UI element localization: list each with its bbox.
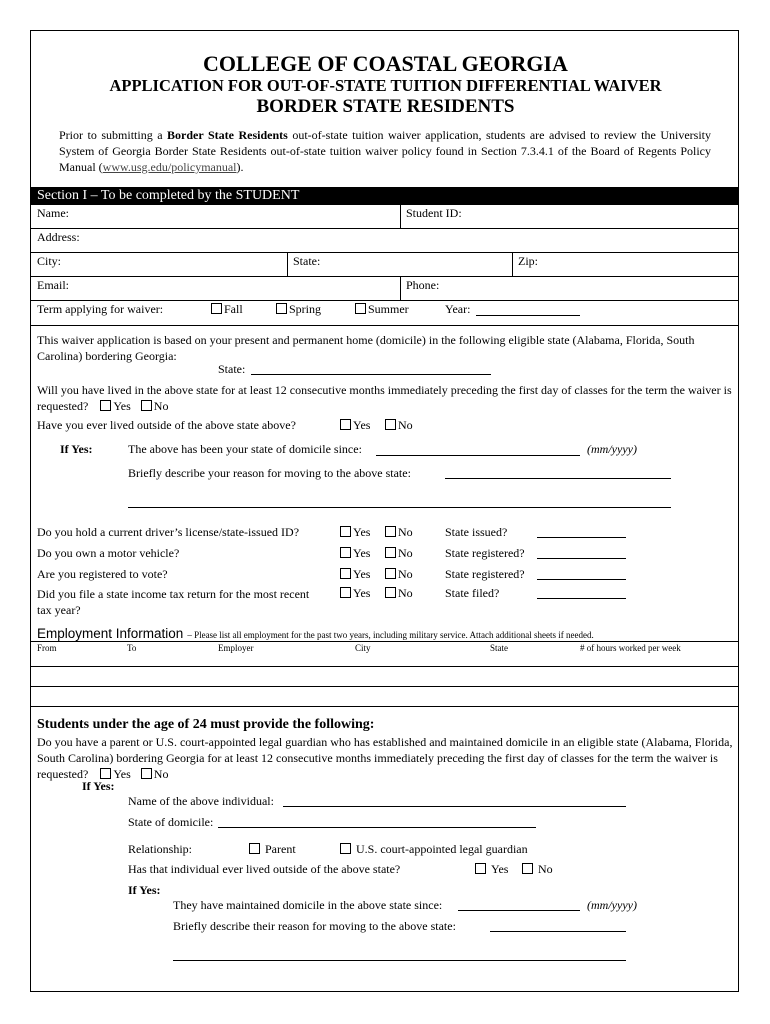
license-yes[interactable]: Yes: [340, 525, 370, 540]
state-label: State:: [293, 254, 321, 268]
maintained-since-field[interactable]: [458, 910, 580, 911]
employment-row[interactable]: [31, 686, 739, 687]
under24-title: Students under the age of 24 must provide the following:: [37, 717, 375, 732]
col-hours: # of hours worked per week: [580, 643, 681, 653]
subtitle: BORDER STATE RESIDENTS: [256, 96, 515, 117]
col-to: To: [127, 643, 137, 653]
zip-label: Zip:: [518, 254, 538, 268]
tax-no-checkbox[interactable]: [385, 587, 396, 598]
license-yes-checkbox[interactable]: [340, 526, 351, 537]
their-reason-field-2[interactable]: [173, 960, 626, 961]
summer-checkbox[interactable]: [355, 303, 366, 314]
under24-question: Do you have a parent or U.S. court-appointed legal guardian who has established and maintained domicile in an eligible state (Alabama, Florida, South Carolina) bordering Georgia for at least 12 consecutive months immediately preceding the first day of classes for the term the waiver is requested? Yes No: [37, 735, 733, 781]
license-state-field[interactable]: [537, 537, 626, 538]
fall-checkbox[interactable]: [211, 303, 222, 314]
individual-name-label: Name of the above individual:: [128, 794, 274, 808]
their-reason-label: Briefly describe their reason for moving to the above state:: [173, 919, 456, 933]
maintained-since-label: They have maintained domicile in the above state since:: [173, 898, 443, 912]
q-12-months: Will you have lived in the above state for at least 12 consecutive months immediately preceding the first day of classes for the term the waiver is requested? Yes No: [37, 383, 732, 413]
license-no-checkbox[interactable]: [385, 526, 396, 537]
outside-no-checkbox[interactable]: [385, 419, 396, 430]
application-title: APPLICATION FOR OUT-OF-STATE TUITION DIFFERENTIAL WAIVER: [109, 76, 662, 95]
domicile-state-label: State:: [218, 362, 246, 376]
under24-if-yes: If Yes:: [82, 779, 115, 793]
domicile-since-field[interactable]: [376, 455, 580, 456]
college-title: COLLEGE OF COASTAL GEORGIA: [203, 51, 568, 76]
summer-option[interactable]: Summer: [355, 302, 409, 317]
date-format-hint: (mm/yyyy): [587, 442, 637, 456]
guardian-option[interactable]: U.S. court-appointed legal guardian: [340, 842, 528, 857]
tax-no[interactable]: No: [385, 586, 413, 601]
domicile-since-label: The above has been your state of domicile since:: [128, 442, 362, 456]
individual-name-field[interactable]: [283, 806, 626, 807]
vote-yes[interactable]: Yes: [340, 567, 370, 582]
vehicle-yes-checkbox[interactable]: [340, 547, 351, 558]
reason-label: Briefly describe your reason for moving to the above state:: [128, 466, 411, 480]
student-id-label: Student ID:: [406, 206, 462, 220]
address-label: Address:: [37, 230, 80, 244]
section1-header: Section I – To be completed by the STUDENT: [31, 187, 738, 204]
parent-checkbox[interactable]: [249, 843, 260, 854]
reason-field-2[interactable]: [128, 507, 671, 508]
city-label: City:: [37, 254, 62, 268]
vote-state-field[interactable]: [537, 579, 626, 580]
q-outside-no[interactable]: No: [385, 418, 413, 433]
parent-option[interactable]: Parent: [249, 842, 296, 857]
under24-if-yes-2: If Yes:: [128, 883, 161, 897]
vehicle-no[interactable]: No: [385, 546, 413, 561]
if-yes-label: If Yes:: [60, 442, 93, 456]
year-field[interactable]: [476, 315, 580, 316]
col-state: State: [490, 643, 508, 653]
employment-heading: Employment Information – Please list all employment for the past two years, including military service. Attach additional sheets if needed.: [37, 626, 594, 641]
guardian-no-checkbox[interactable]: [141, 768, 152, 779]
q-license: Do you hold a current driver’s license/state-issued ID?: [37, 525, 300, 539]
col-employer: Employer: [218, 643, 254, 653]
domicile-intro: This waiver application is based on your present and permanent home (domicile) in the following eligible state (Alabama, Florida, South Carolina) bordering Georgia:: [37, 333, 695, 363]
their-reason-field-1[interactable]: [490, 931, 626, 932]
lived-outside-label: Has that individual ever lived outside of the above state?: [128, 862, 401, 876]
q-outside: Have you ever lived outside of the above state above?: [37, 418, 296, 432]
employment-row[interactable]: [31, 666, 739, 667]
tax-yes[interactable]: Yes: [340, 586, 370, 601]
spring-checkbox[interactable]: [276, 303, 287, 314]
vehicle-yes[interactable]: Yes: [340, 546, 370, 561]
col-from: From: [37, 643, 57, 653]
domicile-state-field[interactable]: [251, 374, 491, 375]
q-tax: Did you file a state income tax return for the most recent tax year?: [37, 587, 310, 617]
tax-state-field[interactable]: [537, 598, 626, 599]
email-label: Email:: [37, 278, 69, 292]
spring-option[interactable]: Spring: [276, 302, 321, 317]
reason-field-1[interactable]: [445, 478, 671, 479]
license-state-label: State issued?: [445, 525, 508, 539]
lived-outside-yes[interactable]: Yes: [475, 862, 508, 877]
guardian-yes-checkbox[interactable]: [100, 768, 111, 779]
lived-outside-no-checkbox[interactable]: [522, 863, 533, 874]
tax-yes-checkbox[interactable]: [340, 587, 351, 598]
vehicle-state-label: State registered?: [445, 546, 525, 560]
year-label: Year:: [445, 302, 471, 316]
vehicle-state-field[interactable]: [537, 558, 626, 559]
col-city: City: [355, 643, 371, 653]
date-format-hint-2: (mm/yyyy): [587, 898, 637, 912]
outside-yes-checkbox[interactable]: [340, 419, 351, 430]
vehicle-no-checkbox[interactable]: [385, 547, 396, 558]
q12-yes-checkbox[interactable]: [100, 400, 111, 411]
q12-no-checkbox[interactable]: [141, 400, 152, 411]
lived-outside-no[interactable]: No: [522, 862, 553, 877]
guardian-checkbox[interactable]: [340, 843, 351, 854]
q-vote: Are you registered to vote?: [37, 567, 168, 581]
q-outside-yes[interactable]: Yes: [340, 418, 370, 433]
tax-state-label: State filed?: [445, 586, 500, 600]
vote-yes-checkbox[interactable]: [340, 568, 351, 579]
vote-no[interactable]: No: [385, 567, 413, 582]
intro-paragraph: Prior to submitting a Border State Residents out-of-state tuition waiver application, students are advised to review the University System of Georgia Border State Residents out-of-state tuition waiver policy found in Section 7.3.4.1 of the Board of Regents Policy Manual (www.usg.edu/policymanual).: [59, 128, 711, 174]
domicile-state2-label: State of domicile:: [128, 815, 214, 829]
q-vehicle: Do you own a motor vehicle?: [37, 546, 180, 560]
name-label: Name:: [37, 206, 69, 220]
term-label: Term applying for waiver:: [37, 302, 164, 316]
policy-manual-link[interactable]: www.usg.edu/policymanual: [102, 160, 237, 174]
lived-outside-yes-checkbox[interactable]: [475, 863, 486, 874]
domicile-state2-field[interactable]: [218, 827, 536, 828]
phone-label: Phone:: [406, 278, 440, 292]
license-no[interactable]: No: [385, 525, 413, 540]
relationship-label: Relationship:: [128, 842, 192, 856]
vote-state-label: State registered?: [445, 567, 525, 581]
vote-no-checkbox[interactable]: [385, 568, 396, 579]
fall-option[interactable]: Fall: [211, 302, 243, 317]
